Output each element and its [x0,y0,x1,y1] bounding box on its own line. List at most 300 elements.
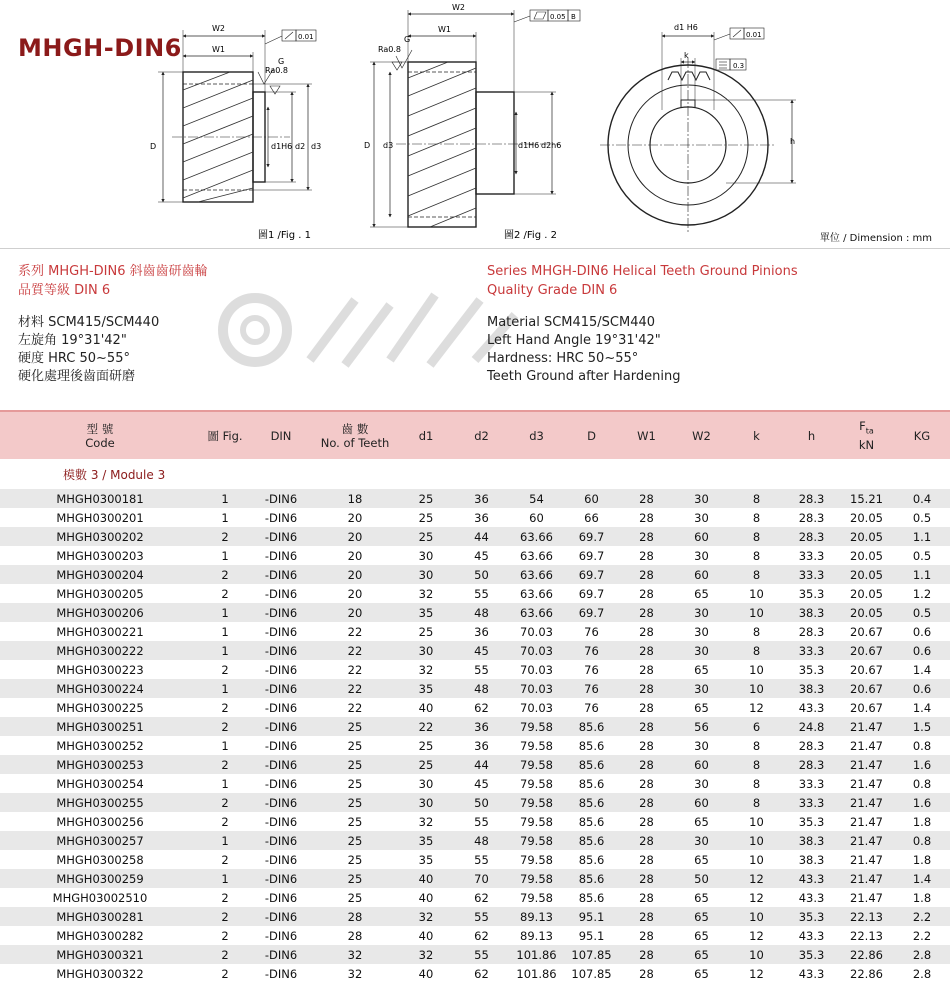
cell-D: 85.6 [564,755,619,774]
zh-spec-material: 材料 SCM415/SCM440 [18,315,160,330]
cell-din: -DIN6 [250,698,312,717]
cell-d1: 30 [398,546,454,565]
cell-d3: 63.66 [509,546,564,565]
fig1-d-label: D [150,142,157,151]
cell-fig: 2 [200,755,250,774]
cell-d1: 32 [398,584,454,603]
cell-k: 10 [729,660,784,679]
fig3-h-label: h [790,137,796,146]
cell-kg: 0.8 [894,831,950,850]
cell-w1: 28 [619,603,674,622]
cell-k: 12 [729,964,784,983]
cell-d2: 36 [454,489,509,508]
cell-d2: 55 [454,812,509,831]
cell-k: 10 [729,812,784,831]
cell-fig: 1 [200,774,250,793]
table-row [0,622,950,641]
cell-d3: 79.58 [509,717,564,736]
cell-D: 76 [564,698,619,717]
cell-din: -DIN6 [250,736,312,755]
cell-d2: 48 [454,603,509,622]
cell-din: -DIN6 [250,945,312,964]
cell-d2: 45 [454,774,509,793]
page-title: MHGH-DIN6 [18,34,182,62]
cell-w2: 65 [674,660,729,679]
cell-d2: 55 [454,907,509,926]
cell-din: -DIN6 [250,717,312,736]
cell-fig: 2 [200,584,250,603]
cell-w2: 30 [674,508,729,527]
cell-fig: 1 [200,736,250,755]
cell-teeth: 28 [312,907,398,926]
cell-k: 10 [729,679,784,698]
zh-quality: 品質等級 DIN 6 [18,283,111,298]
cell-w1: 28 [619,698,674,717]
cell-fig: 1 [200,546,250,565]
header-din: DIN [270,428,292,443]
cell-fta: 21.47 [839,755,894,774]
cell-fta: 20.05 [839,508,894,527]
cell-teeth: 25 [312,869,398,888]
cell-d1: 40 [398,964,454,983]
cell-d3: 70.03 [509,622,564,641]
header-D: D [587,428,596,443]
info-english [487,262,798,386]
cell-fig: 1 [200,508,250,527]
cell-fta: 21.47 [839,812,894,831]
cell-h: 35.3 [784,660,839,679]
cell-h: 38.3 [784,850,839,869]
cell-fig: 1 [200,489,250,508]
cell-D: 76 [564,622,619,641]
cell-w1: 28 [619,679,674,698]
cell-w2: 65 [674,907,729,926]
cell-w2: 56 [674,717,729,736]
cell-h: 33.3 [784,546,839,565]
cell-h: 43.3 [784,964,839,983]
cell-fta: 22.13 [839,907,894,926]
cell-teeth: 20 [312,508,398,527]
cell-D: 69.7 [564,584,619,603]
cell-d2: 48 [454,831,509,850]
cell-D: 95.1 [564,926,619,945]
cell-w1: 28 [619,622,674,641]
cell-code: MHGH0300203 [0,546,200,565]
cell-k: 8 [729,527,784,546]
cell-k: 10 [729,907,784,926]
cell-teeth: 20 [312,527,398,546]
cell-h: 43.3 [784,926,839,945]
cell-d3: 89.13 [509,926,564,945]
cell-fig: 1 [200,679,250,698]
technical-drawings [0,0,950,248]
cell-w2: 30 [674,641,729,660]
cell-d3: 101.86 [509,964,564,983]
cell-d2: 45 [454,641,509,660]
cell-d1: 40 [398,926,454,945]
header-fig: 圖 Fig. [207,428,243,443]
cell-h: 33.3 [784,565,839,584]
fig2-g-label: G [404,35,411,44]
cell-kg: 0.5 [894,546,950,565]
cell-k: 12 [729,698,784,717]
table-row [0,489,950,508]
cell-w1: 28 [619,565,674,584]
header-d3: d3 [529,428,544,443]
fig3-tolerance-1: 0.01 [746,31,762,39]
cell-fig: 2 [200,698,250,717]
cell-d3: 79.58 [509,869,564,888]
cell-d1: 32 [398,945,454,964]
cell-D: 69.7 [564,527,619,546]
cell-w2: 65 [674,812,729,831]
cell-din: -DIN6 [250,508,312,527]
cell-fig: 2 [200,888,250,907]
cell-w2: 65 [674,945,729,964]
fig2-d2-label: d2h6 [541,141,562,150]
cell-k: 8 [729,793,784,812]
cell-d3: 63.66 [509,603,564,622]
cell-fta: 21.47 [839,717,894,736]
cell-d1: 25 [398,755,454,774]
cell-h: 38.3 [784,603,839,622]
cell-din: -DIN6 [250,679,312,698]
cell-code: MHGH0300204 [0,565,200,584]
cell-d2: 45 [454,546,509,565]
cell-D: 69.7 [564,603,619,622]
fig1-ra-label: Ra0.8 [265,66,289,75]
cell-D: 85.6 [564,888,619,907]
cell-kg: 0.8 [894,774,950,793]
cell-d3: 101.86 [509,945,564,964]
cell-din: -DIN6 [250,546,312,565]
cell-kg: 1.2 [894,584,950,603]
cell-d3: 79.58 [509,755,564,774]
cell-fta: 22.86 [839,964,894,983]
table-row [0,926,950,945]
cell-code: MHGH0300255 [0,793,200,812]
cell-k: 8 [729,546,784,565]
cell-code: MHGH0300202 [0,527,200,546]
cell-din: -DIN6 [250,774,312,793]
cell-w1: 28 [619,489,674,508]
cell-kg: 1.4 [894,660,950,679]
cell-fta: 21.47 [839,774,894,793]
cell-code: MHGH0300224 [0,679,200,698]
cell-code: MHGH0300205 [0,584,200,603]
cell-fig: 2 [200,527,250,546]
cell-din: -DIN6 [250,926,312,945]
cell-fta: 20.67 [839,641,894,660]
cell-w1: 28 [619,546,674,565]
cell-h: 28.3 [784,622,839,641]
cell-kg: 0.6 [894,622,950,641]
cell-w2: 50 [674,869,729,888]
cell-teeth: 25 [312,717,398,736]
cell-D: 66 [564,508,619,527]
table-row [0,565,950,584]
cell-d3: 60 [509,508,564,527]
cell-kg: 1.1 [894,527,950,546]
cell-din: -DIN6 [250,527,312,546]
cell-w1: 28 [619,964,674,983]
table-row [0,964,950,983]
fig2-d1-label: d1H6 [518,141,540,150]
cell-fta: 20.05 [839,546,894,565]
cell-kg: 1.6 [894,755,950,774]
cell-h: 38.3 [784,831,839,850]
cell-code: MHGH0300282 [0,926,200,945]
cell-h: 43.3 [784,888,839,907]
fig1-w1-label: W1 [212,45,225,54]
cell-d1: 32 [398,812,454,831]
table-row [0,546,950,565]
table-row [0,812,950,831]
cell-teeth: 22 [312,641,398,660]
cell-code: MHGH0300321 [0,945,200,964]
cell-k: 8 [729,736,784,755]
cell-d2: 36 [454,622,509,641]
cell-d1: 25 [398,527,454,546]
cell-din: -DIN6 [250,489,312,508]
cell-d2: 62 [454,698,509,717]
cell-k: 10 [729,831,784,850]
cell-d3: 70.03 [509,641,564,660]
cell-kg: 1.1 [894,565,950,584]
cell-d3: 70.03 [509,698,564,717]
cell-d3: 70.03 [509,660,564,679]
cell-d1: 22 [398,717,454,736]
cell-kg: 2.2 [894,907,950,926]
cell-d3: 63.66 [509,527,564,546]
cell-d1: 30 [398,641,454,660]
cell-teeth: 18 [312,489,398,508]
cell-d3: 63.66 [509,565,564,584]
cell-fta: 20.67 [839,660,894,679]
table-row [0,717,950,736]
cell-code: MHGH0300206 [0,603,200,622]
cell-d3: 79.58 [509,793,564,812]
en-quality: Quality Grade DIN 6 [487,283,618,298]
table-row [0,850,950,869]
cell-teeth: 25 [312,774,398,793]
cell-din: -DIN6 [250,869,312,888]
cell-w1: 28 [619,888,674,907]
cell-d1: 25 [398,622,454,641]
header-fta: $F_{ta}$ kN [858,418,875,453]
cell-w2: 65 [674,698,729,717]
header-kg: KG [913,428,931,443]
cell-h: 35.3 [784,945,839,964]
cell-d1: 35 [398,831,454,850]
cell-fig: 1 [200,641,250,660]
fig1-d1-label: d1H6 [271,142,293,151]
cell-D: 85.6 [564,736,619,755]
cell-din: -DIN6 [250,812,312,831]
cell-kg: 1.8 [894,850,950,869]
cell-d2: 36 [454,717,509,736]
cell-fta: 21.47 [839,850,894,869]
cell-code: MHGH0300201 [0,508,200,527]
cell-D: 85.6 [564,774,619,793]
cell-w2: 65 [674,888,729,907]
header-k: k [753,428,760,443]
cell-w1: 28 [619,755,674,774]
table-row [0,869,950,888]
cell-code: MHGH0300222 [0,641,200,660]
cell-h: 28.3 [784,489,839,508]
cell-fta: 21.47 [839,869,894,888]
cell-w2: 65 [674,926,729,945]
zh-series: 系列 MHGH-DIN6 斜齒齒研齒輪 [18,264,208,279]
cell-D: 76 [564,641,619,660]
cell-din: -DIN6 [250,755,312,774]
cell-d1: 35 [398,850,454,869]
table-row [0,888,950,907]
cell-fig: 2 [200,850,250,869]
cell-teeth: 32 [312,964,398,983]
cell-teeth: 22 [312,698,398,717]
cell-k: 12 [729,869,784,888]
cell-code: MHGH0300322 [0,964,200,983]
cell-w1: 28 [619,850,674,869]
cell-fig: 1 [200,603,250,622]
cell-D: 85.6 [564,831,619,850]
cell-h: 35.3 [784,907,839,926]
figure-3-drawing [600,28,796,232]
fig2-caption: 圖2 /Fig . 2 [504,230,557,241]
cell-din: -DIN6 [250,793,312,812]
cell-fta: 20.05 [839,527,894,546]
cell-code: MHGH0300251 [0,717,200,736]
table-row [0,774,950,793]
cell-d1: 40 [398,869,454,888]
fig2-d3-label: d3 [383,141,394,150]
cell-h: 28.3 [784,755,839,774]
cell-teeth: 20 [312,584,398,603]
cell-din: -DIN6 [250,622,312,641]
cell-d2: 44 [454,755,509,774]
cell-h: 28.3 [784,527,839,546]
en-spec-hardness: Hardness: HRC 50~55° [487,351,639,366]
cell-h: 43.3 [784,698,839,717]
zh-spec-angle: 左旋角 19°31'42" [18,333,127,348]
cell-code: MHGH0300256 [0,812,200,831]
table-row [0,831,950,850]
cell-fta: 20.67 [839,679,894,698]
cell-din: -DIN6 [250,964,312,983]
cell-teeth: 25 [312,831,398,850]
cell-D: 69.7 [564,565,619,584]
cell-d1: 25 [398,736,454,755]
en-spec-angle: Left Hand Angle 19°31'42" [487,333,661,348]
cell-d2: 62 [454,926,509,945]
cell-fta: 21.47 [839,736,894,755]
cell-w1: 28 [619,717,674,736]
cell-fta: 20.05 [839,565,894,584]
cell-fta: 21.47 [839,831,894,850]
cell-w1: 28 [619,508,674,527]
cell-d3: 79.58 [509,831,564,850]
cell-D: 85.6 [564,869,619,888]
table-row [0,527,950,546]
cell-w1: 28 [619,774,674,793]
cell-k: 8 [729,508,784,527]
cell-k: 10 [729,603,784,622]
cell-teeth: 22 [312,660,398,679]
cell-d2: 50 [454,793,509,812]
cell-din: -DIN6 [250,831,312,850]
cell-code: MHGH03002510 [0,888,200,907]
cell-d2: 36 [454,508,509,527]
cell-teeth: 32 [312,945,398,964]
cell-code: MHGH0300258 [0,850,200,869]
cell-d3: 70.03 [509,679,564,698]
header-code: 型 號 Code [85,421,115,450]
cell-d1: 25 [398,489,454,508]
cell-kg: 1.4 [894,698,950,717]
cell-din: -DIN6 [250,565,312,584]
cell-teeth: 25 [312,736,398,755]
fig3-d1-label: d1 H6 [674,23,698,32]
cell-d2: 55 [454,660,509,679]
fig1-d3-label: d3 [311,142,322,151]
cell-h: 35.3 [784,584,839,603]
cell-fta: 20.05 [839,584,894,603]
cell-d3: 79.58 [509,774,564,793]
cell-teeth: 28 [312,926,398,945]
cell-d3: 54 [509,489,564,508]
cell-d1: 32 [398,660,454,679]
cell-d2: 55 [454,945,509,964]
cell-h: 35.3 [784,812,839,831]
cell-d1: 30 [398,565,454,584]
cell-d3: 89.13 [509,907,564,926]
cell-w1: 28 [619,831,674,850]
cell-fig: 2 [200,717,250,736]
cell-teeth: 25 [312,850,398,869]
fig2-tolerance-value: 0.05 [550,13,566,21]
cell-d1: 30 [398,793,454,812]
cell-kg: 1.8 [894,888,950,907]
table-row [0,603,950,622]
cell-w1: 28 [619,584,674,603]
cell-w1: 28 [619,641,674,660]
cell-h: 33.3 [784,641,839,660]
cell-d1: 35 [398,679,454,698]
cell-d3: 79.58 [509,812,564,831]
cell-d2: 70 [454,869,509,888]
cell-d3: 63.66 [509,584,564,603]
cell-w1: 28 [619,527,674,546]
cell-d1: 32 [398,907,454,926]
cell-k: 12 [729,888,784,907]
fig2-d-label: D [364,141,371,150]
cell-fig: 2 [200,793,250,812]
cell-fig: 2 [200,926,250,945]
cell-fig: 2 [200,945,250,964]
cell-k: 12 [729,926,784,945]
cell-fta: 22.86 [839,945,894,964]
table-row [0,508,950,527]
cell-d1: 40 [398,888,454,907]
table-row [0,584,950,603]
cell-teeth: 22 [312,622,398,641]
cell-d3: 79.58 [509,736,564,755]
cell-teeth: 25 [312,888,398,907]
cell-w1: 28 [619,660,674,679]
cell-kg: 1.4 [894,869,950,888]
